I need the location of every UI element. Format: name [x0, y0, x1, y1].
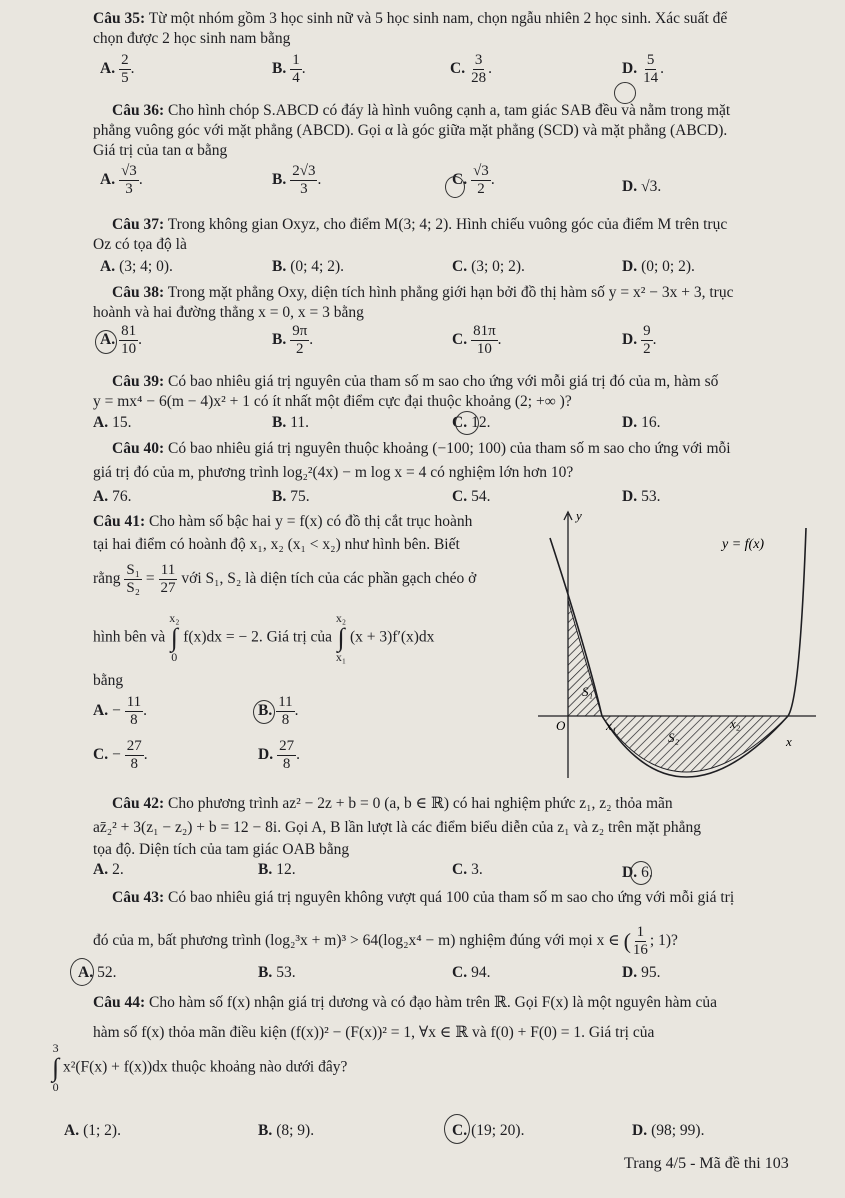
question-text: Từ một nhóm gồm 3 học sinh nữ và 5 học sinh nam, chọn ngẫu nhiên 2 học sinh. Xác suất để	[148, 10, 728, 27]
question-text: Có bao nhiêu giá trị nguyên của tham số m sao cho ứng với mỗi giá trị đó của m, hàm số	[167, 373, 719, 390]
question-text: Cho hàm số f(x) nhận giá trị dương và có đạo hàm trên ℝ. Gọi F(x) là một nguyên hàm của	[148, 994, 717, 1011]
option-a[interactable]: A. $\frac{81}{10}$ .	[100, 323, 142, 357]
integral-sign: 3 ∫ 0	[52, 1041, 60, 1094]
option-a[interactable]: A. − $\frac{11}{8}$ .	[93, 694, 148, 728]
option-a[interactable]: A. 76.	[93, 488, 132, 505]
question-text: hàm số f(x) thỏa mãn điều kiện (f(x))² − (F(x))² = 1, ∀x ∈ ℝ và f(0) + F(0) = 1. Giá trị của	[93, 1024, 655, 1041]
question-text: Có bao nhiêu giá trị nguyên thuộc khoảng (−100; 100) của tham số m sao cho ứng với mỗi	[167, 440, 731, 457]
answer-mark-circle	[614, 82, 636, 104]
question-text: Trong không gian Oxyz, cho điểm M(3; 4; 2). Hình chiếu vuông góc của điểm M trên trục	[167, 216, 728, 233]
question-text: tọa độ. Diện tích của tam giác OAB bằng	[93, 841, 350, 858]
question-text: az̄₂² + 3(z₁ − z₂) + b = 12 − 8i. Gọi A, B lần lượt là các điểm biểu diễn của z₁ và z₂ trên mặt phẳng	[93, 819, 702, 836]
option-c[interactable]: C. 12.	[452, 414, 491, 431]
question-number: Câu 42:	[112, 795, 165, 812]
option-b[interactable]: B. $\frac{9\pi}{2}$ .	[272, 323, 314, 357]
option-c[interactable]: C. $\frac{√3}{2}$ .	[452, 163, 495, 197]
x-axis-label: x	[786, 734, 792, 749]
x2-label: x₂	[730, 716, 741, 731]
option-b[interactable]: B. 12.	[258, 861, 296, 878]
integral-line: hình bên và x₂ ∫ 0 f(x)dx = − 2. Giá trị của x₂ ∫ x₁ (x + 3)f′(x)dx	[93, 611, 435, 664]
question-number: Câu 40:	[112, 440, 165, 457]
option-b[interactable]: B. 53.	[258, 964, 296, 981]
option-a[interactable]: A. 2.	[93, 861, 124, 878]
option-d[interactable]: D. 16.	[622, 414, 661, 431]
s2-label: S₂	[668, 730, 680, 745]
answer-mark-circle	[455, 411, 479, 435]
option-b[interactable]: B. 75.	[272, 488, 310, 505]
x1-label: x₁	[606, 718, 617, 733]
question-text: phẳng vuông góc với mặt phẳng (ABCD). Gọi α là góc giữa mặt phẳng (SCD) và mặt phẳng (ABCD).	[93, 122, 728, 139]
option-b[interactable]: B. $\frac{2√3}{3}$ .	[272, 163, 322, 197]
question-text: tại hai điểm có hoành độ x₁, x₂ (x₁ < x₂) như hình bên. Biết	[93, 536, 460, 553]
option-b[interactable]: B. 11.	[272, 414, 310, 431]
question-number: Câu 41:	[93, 513, 146, 530]
question-text: chọn được 2 học sinh nam bằng	[93, 30, 291, 47]
option-b[interactable]: B. $\frac{11}{8}$ .	[258, 694, 299, 728]
option-c[interactable]: C. (19; 20).	[452, 1122, 525, 1139]
option-b[interactable]: B. (0; 4; 2).	[272, 258, 345, 275]
question-number: Câu 44:	[93, 994, 146, 1011]
question-number: Câu 43:	[112, 889, 165, 906]
answer-mark-circle	[444, 1114, 470, 1144]
option-d[interactable]: D. $\frac{9}{2}$ .	[622, 323, 657, 357]
option-b[interactable]: B. $\frac{1}{4}$ .	[272, 52, 306, 86]
y-axis-label: y	[576, 508, 582, 523]
question-text: Oz có tọa độ là	[93, 236, 187, 253]
option-d[interactable]: D. (0; 0; 2).	[622, 258, 695, 275]
option-b[interactable]: B. (8; 9).	[258, 1122, 315, 1139]
answer-mark-circle	[95, 330, 117, 354]
question-text: hoành và hai đường thẳng x = 0, x = 3 bằng	[93, 304, 364, 321]
integral-sign: x₂ ∫ 0	[169, 611, 180, 664]
question-text: Trong mặt phẳng Oxy, diện tích hình phẳng giới hạn bởi đồ thị hàm số y = x² − 3x + 3, trục	[167, 284, 734, 301]
answer-mark-circle	[253, 700, 275, 724]
question-text: Có bao nhiêu giá trị nguyên không vượt quá 100 của tham số m sao cho ứng với mỗi giá trị	[167, 889, 735, 906]
integral-sign: x₂ ∫ x₁	[335, 611, 347, 664]
option-c[interactable]: C. $\frac{81\pi}{10}$ .	[452, 323, 502, 357]
page-footer: Trang 4/5 - Mã đề thi 103	[624, 1155, 789, 1172]
question-text: y = mx⁴ − 6(m − 4)x² + 1 có ít nhất một điểm cực đại thuộc khoảng (2; +∞ )?	[93, 393, 572, 410]
option-d[interactable]: D. $\frac{5}{14}$ .	[622, 52, 664, 86]
s1-label: S₁	[582, 684, 594, 699]
inequality-line: đó của m, bất phương trình (log₂³x + m)³ > 64(log₂x⁴ − m) nghiệm đúng với mọi x ∈ ( $\frac{1}{16}$ ; 1)?	[93, 924, 678, 958]
option-d[interactable]: D. √3.	[622, 178, 662, 195]
option-a[interactable]: A. 15.	[93, 414, 132, 431]
option-c[interactable]: C. − $\frac{27}{8}$ .	[93, 738, 148, 772]
question-text: giá trị đó của m, phương trình log₂²(4x) − m log x = 4 có nghiệm lớn hơn 10?	[93, 464, 574, 481]
question-text: bằng	[93, 672, 124, 689]
option-d[interactable]: D. (98; 99).	[632, 1122, 705, 1139]
answer-mark-circle	[70, 958, 94, 986]
question-number: Câu 38:	[112, 284, 165, 301]
question-number: Câu 37:	[112, 216, 165, 233]
ratio-line: rằng $\frac{\text{S₁}}{\text{S₂}}$ = $\frac{11}{27}$ với S₁, S₂ là diện tích của các phần gạch chéo ở	[93, 562, 477, 596]
option-a[interactable]: A. (3; 4; 0).	[100, 258, 173, 275]
option-d[interactable]: D. 95.	[622, 964, 661, 981]
origin-label: O	[556, 718, 566, 733]
question-number: Câu 39:	[112, 373, 165, 390]
answer-mark-circle	[630, 861, 652, 885]
question-text: Cho phương trình az² − 2z + b = 0 (a, b ∈ ℝ) có hai nghiệm phức z₁, z₂ thỏa mãn	[167, 795, 673, 812]
option-c[interactable]: C. 94.	[452, 964, 491, 981]
question-text: Giá trị của tan α bằng	[93, 142, 228, 159]
question-text: Cho hình chóp S.ABCD có đáy là hình vuông cạnh a, tam giác SAB đều và nằm trong mặt	[167, 102, 731, 119]
curve-label: y = f(x)	[722, 537, 765, 552]
option-a[interactable]: A. $\frac{√3}{3}$ .	[100, 163, 143, 197]
question-number: Câu 35:	[93, 10, 146, 27]
integral-line: 3 ∫ 0 x²(F(x) + f(x))dx thuộc khoảng nào dưới đây?	[52, 1041, 348, 1094]
option-d[interactable]: D. $\frac{27}{8}$ .	[258, 738, 300, 772]
option-a[interactable]: A. (1; 2).	[64, 1122, 121, 1139]
option-c[interactable]: C. 54.	[452, 488, 491, 505]
question-number: Câu 36:	[112, 102, 165, 119]
option-c[interactable]: C. $\frac{3}{28}$ .	[450, 52, 492, 86]
option-c[interactable]: C. (3; 0; 2).	[452, 258, 525, 275]
option-c[interactable]: C. 3.	[452, 861, 483, 878]
question-text: Cho hàm số bậc hai y = f(x) có đồ thị cắt trục hoành	[148, 513, 473, 530]
option-a[interactable]: A. 52.	[78, 964, 117, 981]
option-a[interactable]: A. $\frac{2}{5}$ .	[100, 52, 135, 86]
answer-mark-circle	[445, 176, 465, 198]
option-d[interactable]: D. 6.	[622, 864, 653, 881]
parabola-graph	[538, 508, 820, 786]
option-d[interactable]: D. 53.	[622, 488, 661, 505]
